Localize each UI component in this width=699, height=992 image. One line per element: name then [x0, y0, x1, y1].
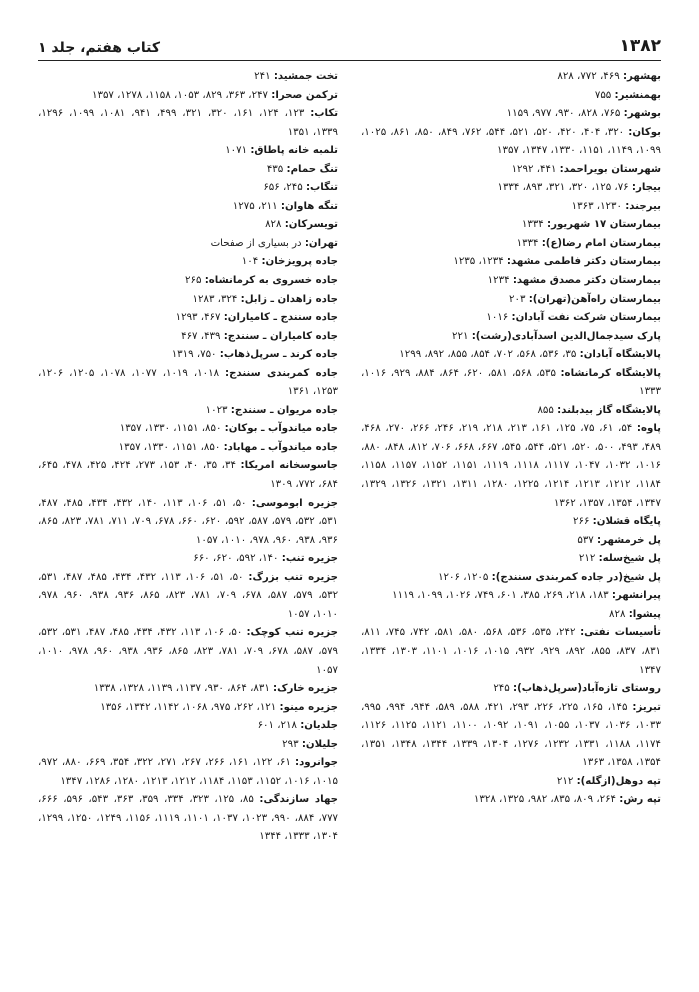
index-column-right [361, 68, 661, 972]
index-term: بیمارستان راه‌آهن(تهران): [528, 293, 661, 305]
index-entry [361, 773, 661, 792]
index-term: تبریز: [632, 701, 661, 713]
index-term: ترکمن صحرا: [271, 89, 338, 101]
index-term: تنگه هاوان: [280, 200, 338, 212]
index-term: جاسوسخانه امریکا: [240, 460, 338, 472]
index-page-refs: ۳۲۴، ۱۲۸۳ [192, 293, 238, 305]
index-page-refs: ۲۴۵ [493, 683, 510, 695]
index-term: تپه رش: [619, 794, 661, 806]
index-term: جلدیان: [300, 720, 338, 732]
index-page-refs: ۵۰، ۵۱، ۱۰۶، ۱۱۳، ۴۳۲، ۴۳۴، ۴۸۵، ۴۸۷، ۵۳۱، ۵۳۲، ۵۷۹، ۵۸۷، ۶۷۸، ۷۰۹، ۷۸۱، ۸۲۳، ۸۶۵، ۹۳۶، ۹۳۸، ۹۶۰، ۹۷۸، ۱۰۱۰، ۱۰۵۷ [38, 571, 338, 620]
index-entry [38, 754, 338, 791]
index-page-refs: ۸۵۰، ۱۱۵۱، ۱۳۳۰، ۱۳۵۷ [119, 423, 222, 435]
index-term: پایگاه قشلان: [592, 516, 661, 528]
index-entry [38, 365, 338, 402]
index-term: جزیره تنب: [281, 553, 338, 565]
index-entry [38, 346, 338, 365]
index-entry [361, 532, 661, 551]
index-page-refs: ۵۳۵، ۵۶۸، ۵۸۱، ۶۲۰، ۸۶۴، ۸۸۴، ۹۲۹، ۱۰۱۶، ۱۳۳۳ [361, 367, 661, 398]
index-page-refs: ۲۲۱ [452, 330, 469, 342]
index-term: جوانرود: [295, 757, 338, 769]
index-entry [361, 587, 661, 606]
index-entry [361, 791, 661, 810]
index-term: پل شیخ(در جاده کمربندی سنندج): [491, 571, 661, 583]
index-term: پل خرمشهر: [597, 534, 661, 546]
index-entry [361, 235, 661, 254]
index-term: جاده مریوان ـ سنندج: [230, 404, 338, 416]
index-term: جاده پرویزخان: [261, 256, 338, 268]
index-entry [38, 68, 338, 87]
index-entry [361, 216, 661, 235]
index-entry [361, 198, 661, 217]
index-entry [38, 235, 338, 254]
index-page-refs: ۲۴۵، ۶۵۶ [263, 182, 303, 194]
index-term: بوشهر: [623, 108, 661, 120]
index-term: جزیره ابوموسی: [251, 497, 338, 509]
index-term: جاده کمربندی سنندج: [225, 367, 338, 379]
index-page-refs: ۵۰، ۱۰۶، ۱۱۳، ۴۳۲، ۴۳۴، ۴۸۵، ۴۸۷، ۵۳۱، ۵۳۲، ۵۷۹، ۵۸۷، ۶۷۸، ۷۰۹، ۷۸۱، ۸۲۳، ۸۶۵، ۹۳۶، ۹۳۸، ۹۶۰، ۹۷۸، ۱۰۱۰، ۱۰۵۷ [38, 627, 338, 676]
index-page-refs: ۳۲۰، ۴۰۴، ۴۲۰، ۵۲۰، ۵۲۱، ۵۴۴، ۷۶۲، ۸۴۹، ۸۵۰، ۸۶۱، ۱۰۲۵، ۱۰۹۹، ۱۱۴۹، ۱۱۵۱، ۱۳۳۰، ۱۳۴۷، ۱۳۵۷ [361, 126, 661, 157]
index-page-refs: ۴۶۷، ۱۲۹۳ [175, 312, 221, 324]
index-entry [38, 791, 338, 847]
index-page-refs: ۲۴۲، ۵۳۵، ۵۳۶، ۵۶۸، ۵۸۰، ۵۸۱، ۷۴۲، ۷۴۵، ۸۱۱، ۸۳۱، ۸۳۷، ۸۵۵، ۸۹۲، ۹۲۹، ۹۳۲، ۱۰۱۵، ۱۰۱۶، ۱۱۰۱، ۱۳۰۳، ۱۳۳۴، ۱۳۴۷ [361, 627, 661, 676]
index-term: پاوه: [636, 423, 661, 435]
index-term: بهشهر: [622, 71, 661, 82]
index-page-refs: ۱۰۴ [241, 256, 259, 268]
index-entry [38, 309, 338, 328]
index-entry [361, 272, 661, 291]
index-entry [361, 680, 661, 699]
index-page-refs: ۴۴۱، ۱۲۹۲ [511, 163, 557, 175]
index-page-refs: ۱۴۰، ۵۹۲، ۶۲۰، ۶۶۰ [193, 553, 279, 565]
index-entry [38, 420, 338, 439]
index-columns [38, 68, 661, 972]
index-page-refs: ۱۲۱، ۲۶۲، ۹۷۵، ۱۰۶۸، ۱۱۴۲، ۱۳۴۲، ۱۳۵۶ [100, 701, 277, 713]
index-page-refs: ۱۳۳۴ [516, 237, 539, 249]
index-page-refs: ۲۴۱ [254, 71, 271, 82]
index-entry [38, 272, 338, 291]
index-entry [38, 495, 338, 551]
index-page-refs: ۱۰۱۶ [486, 312, 509, 324]
index-page-refs: ۱۲۳۴، ۱۲۳۵ [453, 256, 504, 268]
index-entry [38, 253, 338, 272]
index-term: جاده خسروی به کرمانشاه: [204, 275, 338, 287]
index-entry [361, 179, 661, 198]
index-term: بوکان: [628, 126, 661, 138]
index-entry [361, 105, 661, 124]
index-term: جلیلان: [301, 738, 338, 750]
index-entry [361, 291, 661, 310]
index-column-left [38, 68, 338, 972]
index-entry [38, 142, 338, 161]
index-term: تکاب: [310, 108, 338, 120]
index-term: تهران: [304, 237, 338, 249]
index-entry [361, 365, 661, 402]
index-term: بهمنشیر: [614, 89, 661, 101]
index-term: پالایشگاه کرمانشاه: [560, 367, 661, 379]
index-term: جاده کامیاران ـ سنندج: [223, 330, 338, 342]
index-page-refs: ۲۶۵ [185, 275, 202, 287]
index-term: پالایشگاه آبادان: [579, 349, 661, 361]
index-entry [38, 402, 338, 421]
index-page-refs: ۱۲۳۰، ۱۳۶۳ [571, 200, 622, 212]
index-page-refs: ۱۴۵، ۱۶۵، ۲۲۵، ۲۲۶، ۲۹۳، ۴۲۱، ۵۸۸، ۵۸۹، ۹۴۴، ۹۹۴، ۹۹۵، ۱۰۳۳، ۱۰۳۶، ۱۰۳۷، ۱۰۵۵، ۱۰۹۱، ۱۰۹۲، ۱۱۰۰، ۱۱۲۱، ۱۱۲۵، ۱۱۲۶، ۱۱۷۴، ۱۱۸۸، ۱۳۳۱، ۱۲۳۲، ۱۲۷۶، ۱۳۰۴، ۱۳۳۹، ۱۳۴۴، ۱۳۴۸، ۱۳۵۱، ۱۳۵۴، ۱۳۵۸، ۱۳۶۳ [361, 701, 661, 769]
index-page-refs: ۴۳۹، ۴۶۷ [181, 330, 221, 342]
index-term: روستای تازه‌آباد(سرپل‌ذهاب): [513, 683, 661, 695]
index-page-refs: ۲۱۲ [578, 553, 596, 565]
index-page-refs: ۲۶۴، ۸۰۹، ۸۳۵، ۹۸۲، ۱۳۲۵، ۱۳۲۸ [473, 794, 617, 806]
index-page-refs: ۲۱۱، ۱۲۷۵ [232, 200, 278, 212]
index-entry [361, 420, 661, 513]
index-entry [38, 717, 338, 736]
index-term: پیشوا: [628, 608, 661, 620]
index-term: بیجار: [631, 182, 661, 194]
index-page-refs: ۱۰۱۸، ۱۰۱۹، ۱۰۷۷، ۱۰۷۸، ۱۲۰۵، ۱۲۰۶، ۱۲۵۳، ۱۳۶۱ [38, 367, 338, 398]
index-page-refs: ۸۵۰، ۱۱۵۱، ۱۳۳۰، ۱۳۵۷ [118, 441, 221, 453]
index-entry [38, 439, 338, 458]
index-page-refs: ۲۱۲ [556, 775, 574, 787]
index-page-refs: ۲۰۳ [509, 293, 526, 305]
index-term: جاده زاهدان ـ زابل: [240, 293, 338, 305]
index-term: تپه دوهل(ازگله): [576, 775, 661, 787]
index-entry [361, 402, 661, 421]
index-entry [361, 87, 661, 106]
index-page-refs: ۸۲۸ [265, 219, 282, 231]
index-term: جاده میاندوآب ـ مهاباد: [223, 441, 338, 453]
index-term: پالایشگاه گاز بیدبلند: [557, 404, 661, 416]
index-entry [38, 457, 338, 494]
index-term: تأسیسات نفتی: [580, 627, 661, 639]
index-page-refs: ۱۰۲۳ [205, 404, 228, 416]
index-term: تویسرکان: [284, 219, 338, 231]
index-page-refs: ۷۵۰، ۱۳۱۹ [171, 349, 217, 361]
index-entry [361, 606, 661, 625]
index-page-refs: ۸۲۸ [609, 608, 626, 620]
index-term: تنگاب: [305, 182, 338, 194]
index-page-refs: ۸۵، ۱۲۵، ۳۲۳، ۳۳۴، ۳۵۹، ۳۶۳، ۵۴۳، ۵۹۶، ۶۶۶، ۷۷۷، ۸۸۴، ۹۹۰، ۱۰۲۳، ۱۰۳۷، ۱۱۰۱، ۱۱۱۹، ۱۱۵۶، ۱۲۴۹، ۱۲۵۰، ۱۲۹۹، ۱۳۰۴، ۱۳۳۳، ۱۳۴۴ [38, 794, 338, 843]
index-entry [38, 569, 338, 625]
index-term: جزیره خارک: [273, 683, 338, 695]
index-page-refs: ۷۶۵، ۸۲۸، ۹۳۰، ۹۷۷، ۱۱۵۹ [506, 108, 621, 120]
book-title: کتاب هفتم، جلد ۱ [38, 40, 161, 56]
index-page-refs: ۱۸۳، ۲۱۸، ۲۶۹، ۳۸۵، ۶۰۱، ۷۴۹، ۱۰۲۶، ۱۰۹۹، ۱۱۱۹ [392, 590, 609, 602]
index-term: جزیره تنب کوچک: [246, 627, 338, 639]
index-term: تلمبه خانه پاطاق: [250, 145, 338, 157]
index-term: جاده کرند ـ سرپل‌ذهاب: [219, 349, 338, 361]
index-entry [38, 105, 338, 142]
index-entry [361, 624, 661, 680]
index-entry [361, 253, 661, 272]
index-page-refs: ۷۵۵ [594, 89, 612, 101]
index-page-refs: ۲۶۶ [573, 516, 590, 528]
index-term: تنگ حمام: [286, 163, 338, 175]
index-term: جزیره مینو: [279, 701, 338, 713]
index-page-refs: ۸۵۵ [537, 404, 554, 416]
index-page-refs: ۵۳۷ [577, 534, 594, 546]
index-term: بیمارستان دکتر فاطمی مشهد: [506, 256, 661, 268]
index-page-refs: ۳۵، ۵۳۶، ۵۶۸، ۷۰۲، ۸۵۴، ۸۵۵، ۸۹۲، ۱۲۹۹ [399, 349, 577, 361]
index-entry [361, 328, 661, 347]
index-entry [38, 680, 338, 699]
index-term: شهرستان بویراحمد: [559, 163, 661, 175]
page-number: ۱۳۸۲ [619, 36, 661, 56]
index-term: پیرانشهر: [611, 590, 661, 602]
index-page-refs: ۷۶، ۱۲۵، ۳۲۰، ۳۲۱، ۸۹۳، ۱۳۳۴ [497, 182, 629, 194]
index-term: جاده سنندج ـ کامیاران: [223, 312, 338, 324]
index-term: پل شیخ‌سله: [598, 553, 661, 565]
index-page-refs: ۴۶۹، ۷۷۲، ۸۲۸ [557, 71, 620, 82]
index-page-refs: ۴۳۵ [266, 163, 284, 175]
index-entry [361, 346, 661, 365]
index-page-refs: ۲۹۳ [282, 738, 299, 750]
index-entry [38, 736, 338, 755]
index-page-refs: ۲۱۸، ۶۰۱ [257, 720, 297, 732]
index-entry [38, 179, 338, 198]
index-entry [38, 699, 338, 718]
index-term: تخت جمشید: [273, 71, 338, 82]
index-term: جهاد سازندگی: [259, 794, 338, 806]
index-page-refs: ۶۱، ۱۲۲، ۱۶۱، ۲۶۶، ۲۶۷، ۲۷۱، ۳۲۲، ۳۵۴، ۶۶۹، ۸۸۰، ۹۷۲، ۱۰۱۵، ۱۰۱۶، ۱۱۵۲، ۱۱۵۳، ۱۱۸۴، ۱۲۱۲، ۱۲۱۳، ۱۲۸۰، ۱۲۸۶، ۱۳۴۷ [38, 757, 338, 787]
index-term: بیرجند: [625, 200, 661, 212]
index-page-refs: ۸۳۱، ۸۶۴، ۹۳۰، ۱۱۳۷، ۱۱۳۹، ۱۳۲۸، ۱۳۳۸ [93, 683, 270, 695]
index-entry [361, 550, 661, 569]
index-term: بیمارستان شرکت نفت آبادان: [511, 312, 661, 324]
index-term: جاده میاندوآب ـ بوکان: [224, 423, 338, 435]
index-entry [38, 161, 338, 180]
index-page-refs: در بسیاری از صفحات [210, 237, 302, 249]
index-page-refs: ۱۳۳۴ [521, 219, 544, 231]
page-header [38, 28, 661, 61]
index-term: پارک سیدجمال‌الدین اسدآبادی(رشت): [471, 330, 661, 342]
index-entry [361, 699, 661, 773]
index-page-refs: ۱۲۰۵، ۱۲۰۶ [438, 571, 489, 583]
index-term: بیمارستان ۱۷ شهریور: [547, 219, 661, 231]
index-page-refs: ۱۰۷۱ [225, 145, 248, 157]
index-entry [38, 624, 338, 680]
index-term: بیمارستان امام رضا(ع): [541, 237, 661, 249]
index-entry [361, 513, 661, 532]
index-page-refs: ۱۲۳، ۱۲۴، ۱۶۱، ۳۲۰، ۳۲۱، ۴۹۹، ۹۴۱، ۱۰۸۱، ۱۰۹۹، ۱۲۹۶، ۱۳۳۹، ۱۳۵۱ [38, 108, 338, 138]
index-entry [361, 68, 661, 87]
index-entry [361, 161, 661, 180]
index-term: جزیره تنب بزرگ: [248, 571, 338, 583]
index-entry [38, 216, 338, 235]
index-entry [38, 328, 338, 347]
index-page-refs: ۱۲۳۴ [487, 275, 510, 287]
index-entry [38, 198, 338, 217]
index-term: بیمارستان دکتر مصدق مشهد: [512, 275, 661, 287]
index-page-refs: ۳۴، ۳۵، ۴۰، ۱۵۳، ۲۷۳، ۴۲۴، ۴۲۵، ۴۷۸، ۶۴۵، ۶۸۴، ۷۷۲، ۱۳۰۹ [38, 460, 338, 491]
index-page-refs: ۵۴، ۶۱، ۷۵، ۱۲۵، ۱۶۱، ۲۱۳، ۲۱۸، ۲۱۹، ۲۴۶، ۲۶۶، ۲۷۰، ۴۶۸، ۴۸۹، ۴۹۳، ۵۰۰، ۵۲۰، ۵۲۱، ۵۴۴، ۵۴۵، ۶۶۷، ۶۶۸، ۷۰۶، ۸۱۲، ۸۴۸، ۸۸۰، ۱۰۱۶، ۱۰۳۲، ۱۰۴۷، ۱۱۱۷، ۱۱۱۸، ۱۱۱۹، ۱۱۵۱، ۱۱۵۲، ۱۱۵۷، ۱۱۵۸، ۱۱۸۴، ۱۲۱۲، ۱۲۱۳، ۱۲۱۴، ۱۲۲۵، ۱۲۸۰، ۱۳۱۱، ۱۳۲۱، ۱۳۲۶، ۱۳۲۹، ۱۳۴۷، ۱۳۵۴، ۱۳۵۷، ۱۳۶۲ [361, 423, 661, 509]
index-entry [361, 124, 661, 161]
index-entry [38, 87, 338, 106]
index-entry [38, 550, 338, 569]
index-entry [361, 309, 661, 328]
index-entry [361, 569, 661, 588]
index-page-refs: ۲۴۷، ۳۶۳، ۸۲۹، ۱۰۵۳، ۱۱۵۸، ۱۲۷۸، ۱۳۵۷ [92, 89, 269, 101]
index-entry [38, 291, 338, 310]
index-page-refs: ۵۰، ۵۱، ۱۰۶، ۱۱۳، ۱۴۰، ۴۳۲، ۴۳۴، ۴۸۵، ۴۸۷، ۵۳۱، ۵۳۲، ۵۷۹، ۵۸۷، ۵۹۲، ۶۲۰، ۶۶۰، ۶۷۸، ۷۰۹، ۷۱۱، ۷۸۱، ۸۲۳، ۸۶۵، ۹۳۶، ۹۳۸، ۹۶۰، ۹۷۸، ۱۰۱۰، ۱۰۵۷ [38, 497, 338, 546]
